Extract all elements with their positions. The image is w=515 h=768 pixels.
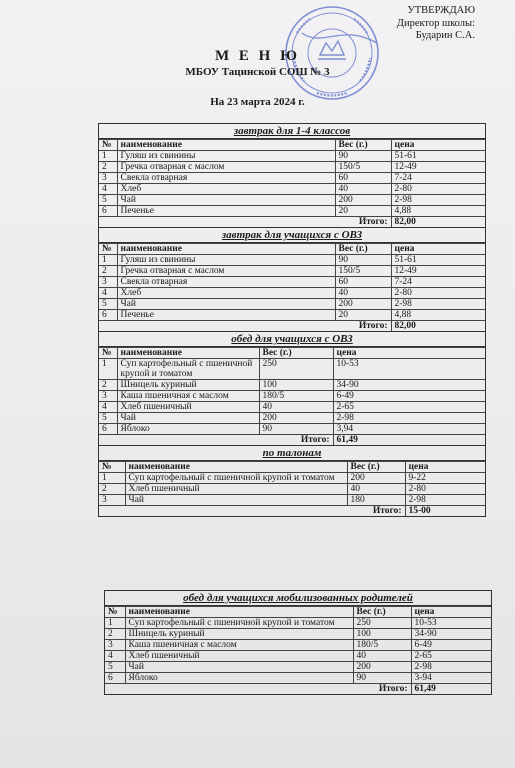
total-value: 61,49 <box>333 435 485 446</box>
section-heading: обед для учащихся с ОВЗ <box>99 331 485 347</box>
menu-table <box>105 606 491 694</box>
col-num: № <box>105 607 125 618</box>
school-name: МБОУ Тацинской СОШ № 3 <box>185 66 330 78</box>
table-row: 1 Гуляш из свинины 90 51-61 <box>99 151 485 162</box>
total-row <box>99 506 485 517</box>
menu-title: М Е Н Ю <box>215 48 300 64</box>
col-price: цена <box>333 348 485 359</box>
menu-sheet-main <box>98 123 486 517</box>
section-heading: обед для учащихся мобилизованных родителей <box>105 591 491 606</box>
table-row: 4 Хлеб 40 2-80 <box>99 288 485 299</box>
table-row: 4 Хлеб пшеничный 40 2-65 <box>105 651 491 662</box>
menu-table <box>99 461 485 516</box>
table-row: 1 Гуляш из свинины 90 51-61 <box>99 255 485 266</box>
total-row <box>99 217 485 228</box>
total-label: Итого: <box>99 321 391 332</box>
total-row <box>105 684 491 695</box>
total-row <box>99 321 485 332</box>
menu-table <box>99 139 485 227</box>
total-value: 15-00 <box>405 506 485 517</box>
table-row: 6 Яблоко 90 3-94 <box>105 673 491 684</box>
menu-date: На 23 марта 2024 г. <box>210 96 305 108</box>
total-label: Итого: <box>99 435 333 446</box>
table-row: 6 Печенье 20 4,88 <box>99 310 485 321</box>
section-heading: по талонам <box>99 445 485 461</box>
total-row <box>99 435 485 446</box>
table-row: 6 Печенье 20 4,88 <box>99 206 485 217</box>
col-name: наименование <box>125 462 347 473</box>
col-num: № <box>99 348 117 359</box>
col-weight: Вес (г.) <box>335 140 391 151</box>
menu-table <box>99 347 485 445</box>
table-row: 5 Чай 200 2-98 <box>99 195 485 206</box>
total-label: Итого: <box>99 506 405 517</box>
col-weight: Вес (г.) <box>353 607 411 618</box>
col-name: наименование <box>117 140 335 151</box>
section-heading: завтрак для учащихся с ОВЗ <box>99 227 485 243</box>
section-heading: завтрак для 1-4 классов <box>99 124 485 139</box>
table-row: 1 Суп картофельный с пшеничной крупой и томатом 250 10-53 <box>99 359 485 380</box>
total-label: Итого: <box>99 217 391 228</box>
table-row: 3 Свекла отварная 60 7-24 <box>99 277 485 288</box>
col-price: цена <box>411 607 491 618</box>
total-label: Итого: <box>105 684 411 695</box>
col-num: № <box>99 244 117 255</box>
table-row: 4 Хлеб пшеничный 40 2-65 <box>99 402 485 413</box>
col-weight: Вес (г.) <box>347 462 405 473</box>
col-name: наименование <box>117 348 259 359</box>
col-price: цена <box>391 140 485 151</box>
table-row: 3 Каша пшеничная с маслом 180/5 6-49 <box>99 391 485 402</box>
approval-signer: Бударин С.А. <box>415 30 475 41</box>
approval-position: Директор школы: <box>396 17 475 29</box>
table-row: 2 Шницель куриный 100 34-90 <box>99 380 485 391</box>
table-row: 2 Гречка отварная с маслом 150/5 12-49 <box>99 266 485 277</box>
col-name: наименование <box>117 244 335 255</box>
total-value: 82,00 <box>391 217 485 228</box>
table-row: 3 Каша пшеничная с маслом 180/5 6-49 <box>105 640 491 651</box>
table-row: 2 Шницель куриный 100 34-90 <box>105 629 491 640</box>
col-num: № <box>99 140 117 151</box>
total-value: 61,49 <box>411 684 491 695</box>
total-value: 82,00 <box>391 321 485 332</box>
table-row: 1 Суп картофельный с пшеничной крупой и томатом 200 9-22 <box>99 473 485 484</box>
col-num: № <box>99 462 125 473</box>
table-row: 5 Чай 200 2-98 <box>105 662 491 673</box>
table-row: 1 Суп картофельный с пшеничной крупой и томатом 250 10-53 <box>105 618 491 629</box>
col-weight: Вес (г.) <box>259 348 333 359</box>
table-row: 5 Чай 200 2-98 <box>99 413 485 424</box>
table-row: 4 Хлеб 40 2-80 <box>99 184 485 195</box>
table-row: 2 Хлеб пшеничный 40 2-80 <box>99 484 485 495</box>
col-price: цена <box>391 244 485 255</box>
menu-table <box>99 243 485 331</box>
approval-title: УТВЕРЖДАЮ <box>407 5 475 16</box>
table-row: 3 Свекла отварная 60 7-24 <box>99 173 485 184</box>
col-name: наименование <box>125 607 353 618</box>
col-weight: Вес (г.) <box>335 244 391 255</box>
table-row: 5 Чай 200 2-98 <box>99 299 485 310</box>
table-row: 2 Гречка отварная с маслом 150/5 12-49 <box>99 162 485 173</box>
table-row: 6 Яблоко 90 3,94 <box>99 424 485 435</box>
menu-sheet-mobilized <box>104 590 492 695</box>
col-price: цена <box>405 462 485 473</box>
table-row: 3 Чай 180 2-98 <box>99 495 485 506</box>
